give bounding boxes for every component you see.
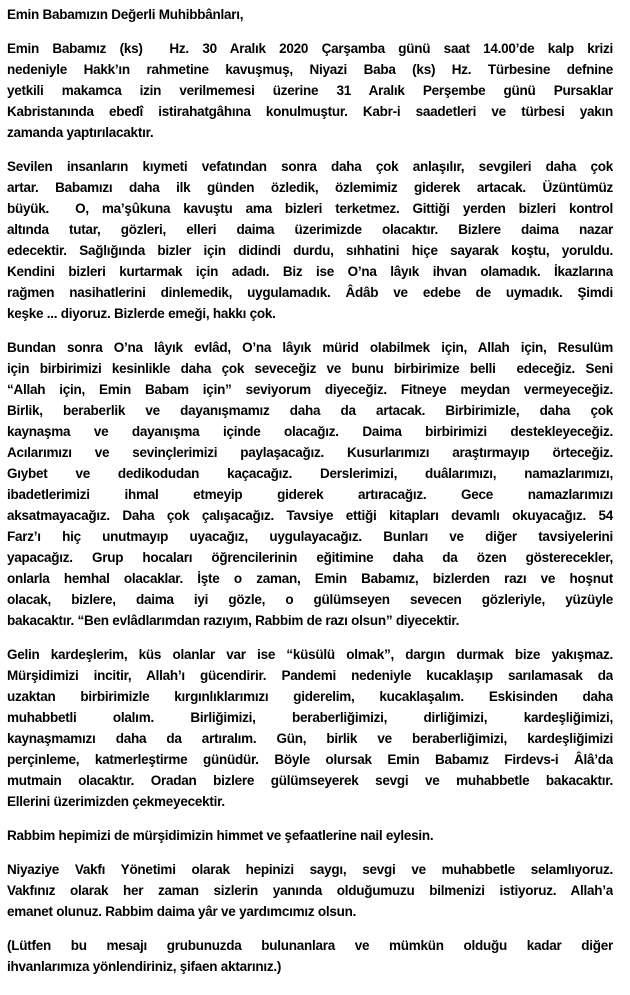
- text-line: Kabristanında ebedî istirahatgâhına konulmuştur. Kabr-i saadetleri ve türbesi yakın: [7, 104, 613, 119]
- text-line: Niyaziye Vakfı Yönetimi olarak hepinizi saygı, sevgi ve muhabbetle selamlıyoruz.: [7, 862, 613, 877]
- text-line: Birlik, beraberlik ve dayanışmamız daha da artacak. Birbirimizle, daha çok: [7, 403, 613, 418]
- text-line: Emin Babamız (ks) Hz. 30 Aralık 2020 Çarşamba günü saat 14.00’de kalp krizi: [7, 41, 613, 56]
- text-line: ihvanlarımıza yönlendiriniz, şifaen aktarınız.): [7, 959, 282, 974]
- paragraph-grief: [7, 156, 613, 324]
- text-line: Emin Babamızın Değerli Muhibbânları,: [7, 7, 244, 22]
- salutation: [7, 4, 613, 25]
- text-line: keşke ... diyoruz. Bizlerde emeği, hakkı çok.: [7, 306, 276, 321]
- text-line: Ellerini üzerimizden çekmeyecektir.: [7, 794, 225, 809]
- text-line: Gelin kardeşlerim, küs olanlar var ise “küsülü olmak”, dargın durmak bize yakışmaz.: [7, 647, 613, 662]
- text-line: yapacağız. Grup hocaları öğrencilerinin eğitimine daha da özen gösterecekler,: [7, 550, 613, 565]
- text-line: Farz’ı hiç unutmayıp uyacağız, uygulayacağız. Bunları ve diğer tavsiyelerini: [7, 529, 613, 544]
- paragraph-forward-request: [7, 935, 613, 977]
- text-line: Rabbim hepimizi de mürşidimizin himmet ve şefaatlerine nail eylesin.: [7, 828, 434, 843]
- text-line: aksatmayacağız. Daha çok çalışacağız. Tavsiye ettiği kitapları devamlı okuyacağız. 54: [7, 508, 613, 523]
- paragraph-prayer: [7, 825, 613, 846]
- text-line: kaynaşmamızı daha da artıralım. Gün, birlik ve beraberliğimizi, kardeşliğimizi: [7, 731, 613, 746]
- text-line: Kendini bizleri kurtarmak için adadı. Biz ise O’na lâyık ihvan olamadık. İkazlarına: [7, 264, 613, 279]
- text-line: için birbirimizi kesinlikle daha çok seveceğiz ve bunu birbirimize belli edeceğiz. Seni: [7, 361, 613, 376]
- text-line: olacak, bizlere, daima iyi gözle, o gülümseyen sevecen gözleriyle, yüzüyle: [7, 592, 613, 607]
- text-line: emanet olunuz. Rabbim daima yâr ve yardımcımız olsun.: [7, 904, 357, 919]
- text-line: büyük. O, ma’şûkuna kavuştu ama bizleri terketmez. Gittiği yerden bizleri kontrol: [7, 201, 613, 216]
- text-line: Sevilen insanların kıymeti vefatından sonra daha çok anlaşılır, sevgileri daha çok: [7, 159, 613, 174]
- text-line: Gıybet ve dedikodudan kaçacağız. Derslerimizi, duâlarımızı, namazlarımızı,: [7, 466, 613, 481]
- paragraph-resolutions: [7, 337, 613, 631]
- text-line: edecektir. Sağlığında bizler için didindi durdu, sıhhatini hiçe sayarak koştu, yoruldu.: [7, 243, 613, 258]
- text-line: Acılarımızı ve sevinçlerimizi paylaşacağız. Kusurlarımızı araştırmayıp örteceğiz.: [7, 445, 613, 460]
- text-line: ibadetlerimizi ihmal etmeyip giderek artıracağız. Gece namazlarımızı: [7, 487, 613, 502]
- text-line: onlarla hemhal olacaklar. İşte o zaman, Emin Babamız, bizlerden razı ve hoşnut: [7, 571, 613, 586]
- paragraph-death-announcement: [7, 38, 613, 143]
- text-line: Bundan sonra O’na lâyık evlâd, O’na lâyık mürid olabilmek için, Allah için, Resulüm: [7, 340, 613, 355]
- text-line: nedeniyle Hakk’ın rahmetine kavuşmuş, Niyazi Baba (ks) Hz. Türbesine defnine: [7, 62, 613, 77]
- text-line: artar. Babamızı daha ilk günden özledik, özlemimiz giderek artacak. Üzüntümüz: [7, 180, 613, 195]
- text-line: uzaktan birbirimizle kırgınlıklarımızı giderelim, kucaklaşalım. Eskisinden daha: [7, 689, 613, 704]
- text-line: kaynaşma ve dayanışma içinde olacağız. Daima birbirimizi destekleyeceğiz.: [7, 424, 613, 439]
- text-line: zamanda yaptırılacaktır.: [7, 125, 154, 140]
- text-line: muhabbetli olalım. Birliğimizi, beraberliğimizi, dirliğimizi, kardeşliğimizi,: [7, 710, 613, 725]
- text-line: rağmen nasihatlerini dinlemedik, uygulamadık. Âdâb ve edebe de uymadık. Şimdi: [7, 285, 613, 300]
- text-line: perçinleme, katmerleştirme günüdür. Böyle olursak Emin Babamız Firdevs-i Âlâ’da: [7, 752, 613, 767]
- text-line: Mürşidimizi incitir, Allah’ı gücendirir. Pandemi nedeniyle kucaklaşıp sarılamasak da: [7, 668, 613, 683]
- letter-body: [7, 4, 613, 977]
- text-line: mutmain olacaktır. Oradan bizlere gülümseyerek sevgi ve muhabbetle bakacaktır.: [7, 773, 613, 788]
- text-line: (Lütfen bu mesajı grubunuzda bulunanlara ve mümkün olduğu kadar diğer: [7, 938, 613, 953]
- text-line: altında tutar, gözleri, elleri daima üzerimizde olacaktır. Bizlere daima nazar: [7, 222, 613, 237]
- text-line: “Allah için, Emin Babam için” seviyorum diyeceğiz. Fitneye meydan vermeyeceğiz.: [7, 382, 613, 397]
- paragraph-closing: [7, 859, 613, 922]
- text-line: yetkili makamca izin verilmemesi üzerine 31 Aralık Perşembe günü Pursaklar: [7, 83, 613, 98]
- paragraph-reconciliation: [7, 644, 613, 812]
- text-line: Vakfınız olarak her zaman sizlerin yanında olduğumuzu bilmenizi istiyoruz. Allah’a: [7, 883, 613, 898]
- text-line: bakacaktır. “Ben evlâdlarımdan razıyım, Rabbim de razı olsun” diyecektir.: [7, 613, 460, 628]
